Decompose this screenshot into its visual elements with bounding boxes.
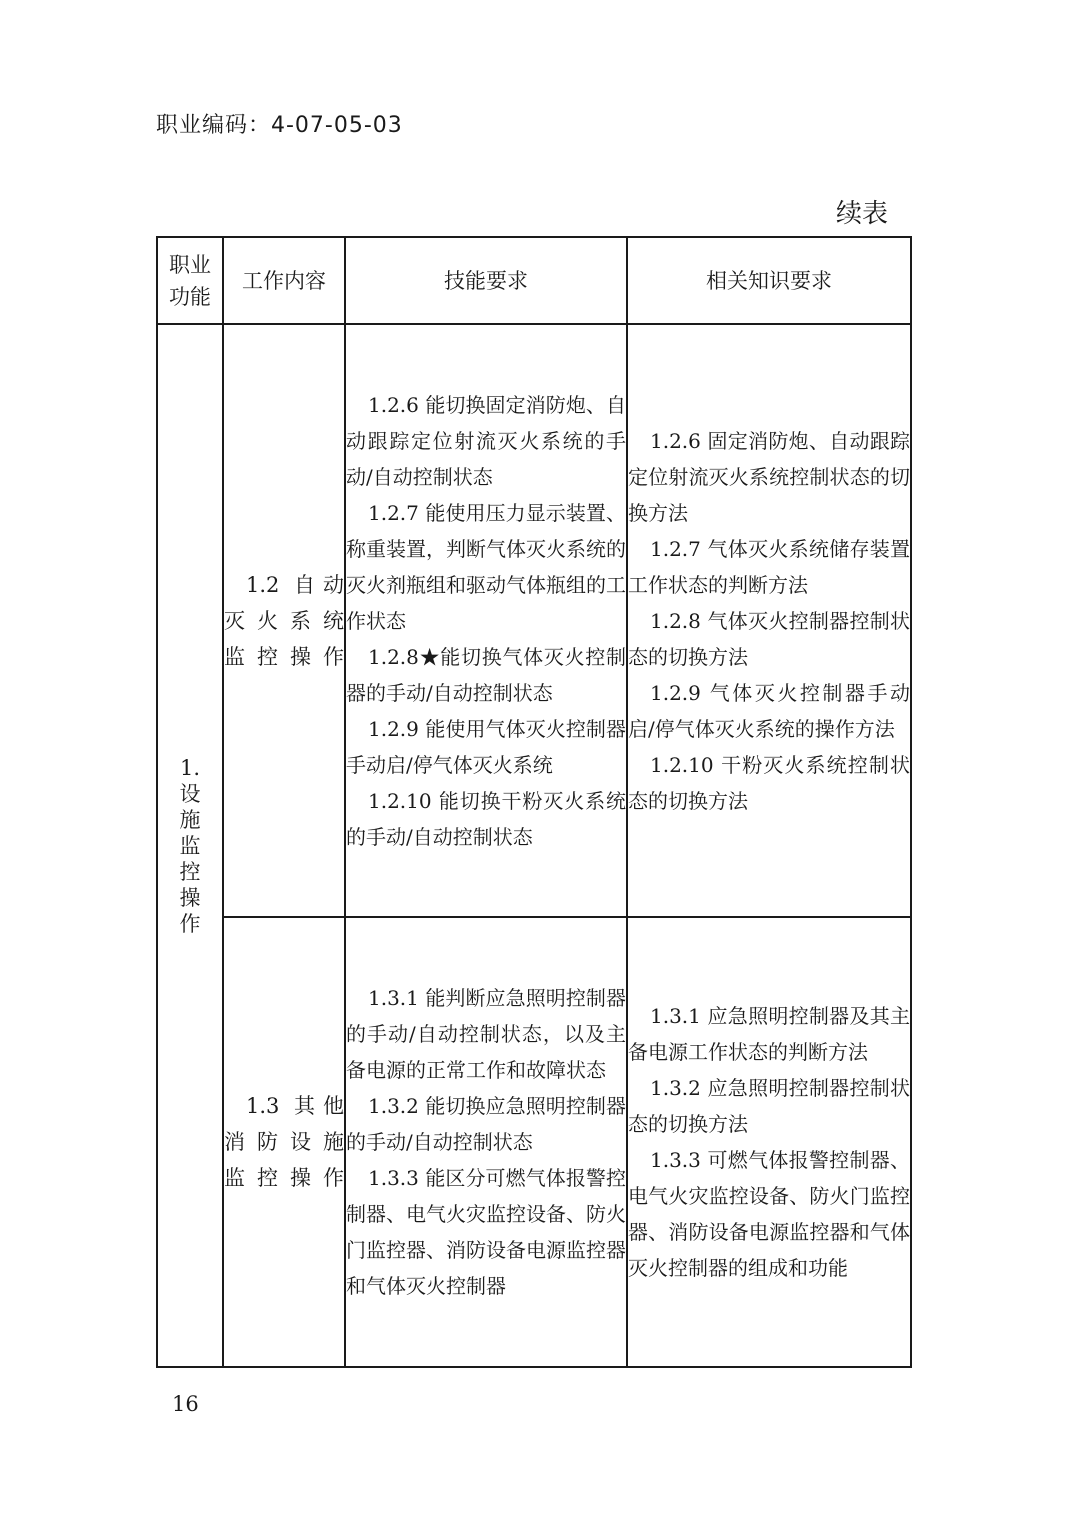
content-line: 灭火系统 bbox=[224, 608, 344, 633]
skill-item: 1.2.6 能切换固定消防炮、自动跟踪定位射流灭火系统的手动/自动控制状态 bbox=[346, 392, 626, 489]
function-label-char: 施 bbox=[179, 807, 201, 832]
header-function bbox=[157, 237, 223, 324]
content-line: 1.3 其他 bbox=[246, 1094, 344, 1118]
knowledge-cell bbox=[627, 917, 911, 1367]
header-function-line1: 职业 bbox=[169, 252, 211, 277]
function-label-char: 设 bbox=[179, 781, 201, 806]
content-cell bbox=[223, 324, 345, 917]
content-line: 监控操作 bbox=[224, 644, 344, 669]
knowledge-cell bbox=[627, 324, 911, 917]
skills-table bbox=[156, 236, 912, 1368]
knowledge-item: 1.2.7 气体灭火系统储存装置工作状态的判断方法 bbox=[628, 536, 910, 597]
function-label-num: 1. bbox=[179, 755, 201, 780]
table-row bbox=[157, 324, 911, 917]
page-number: 16 bbox=[172, 1392, 199, 1416]
skill-item: 1.3.3 能区分可燃气体报警控制器、电气火灾监控设备、防火门监控器、消防设备电源监控器和气体灭火控制器 bbox=[346, 1166, 626, 1298]
header-knowledge: 相关知识要求 bbox=[627, 237, 911, 324]
knowledge-item: 1.2.6 固定消防炮、自动跟踪定位射流灭火系统控制状态的切换方法 bbox=[628, 428, 910, 525]
content-line: 消防设施 bbox=[224, 1130, 344, 1154]
skill-item: 1.2.9 能使用气体灭火控制器手动启/停气体灭火系统 bbox=[346, 716, 626, 777]
skills-cell bbox=[345, 917, 627, 1367]
content-line: 监控操作 bbox=[224, 1166, 344, 1190]
skill-item: 1.3.1 能判断应急照明控制器的手动/自动控制状态，以及主备电源的正常工作和故障状态 bbox=[346, 986, 626, 1082]
function-cell bbox=[157, 324, 223, 1367]
occupation-code: 职业编码：4-07-05-03 bbox=[156, 113, 403, 138]
content-line: 1.2 自动 bbox=[246, 572, 344, 597]
header-skills: 技能要求 bbox=[345, 237, 627, 324]
knowledge-item: 1.3.1 应急照明控制器及其主备电源工作状态的判断方法 bbox=[628, 1004, 910, 1064]
content-cell bbox=[223, 917, 345, 1367]
knowledge-item: 1.3.3 可燃气体报警控制器、电气火灾监控设备、防火门监控器、消防设备电源监控器和气体灭火控制器的组成和功能 bbox=[628, 1148, 910, 1280]
function-label-char: 监 bbox=[179, 833, 201, 858]
skill-item: 1.2.7 能使用压力显示装置、称重装置，判断气体灭火系统的灭火剂瓶组和驱动气体瓶组的工作状态 bbox=[346, 500, 626, 633]
function-label-char: 作 bbox=[179, 911, 201, 936]
function-label bbox=[178, 755, 202, 937]
table-header-row bbox=[157, 237, 911, 324]
function-label-char: 控 bbox=[179, 859, 201, 884]
continued-label: 续表 bbox=[836, 199, 889, 229]
knowledge-item: 1.2.9 气体灭火控制器手动启/停气体灭火系统的操作方法 bbox=[628, 680, 910, 741]
table-row bbox=[157, 917, 911, 1367]
skill-item: 1.2.10 能切换干粉灭火系统的手动/自动控制状态 bbox=[346, 788, 626, 849]
skill-item: 1.2.8★能切换气体灭火控制器的手动/自动控制状态 bbox=[346, 644, 626, 705]
header-content: 工作内容 bbox=[223, 237, 345, 324]
skill-item: 1.3.2 能切换应急照明控制器的手动/自动控制状态 bbox=[346, 1094, 626, 1154]
knowledge-item: 1.3.2 应急照明控制器控制状态的切换方法 bbox=[628, 1076, 910, 1136]
header-function-line2: 功能 bbox=[169, 284, 211, 309]
knowledge-item: 1.2.10 干粉灭火系统控制状态的切换方法 bbox=[628, 752, 910, 813]
function-label-char: 操 bbox=[179, 885, 201, 910]
skills-cell bbox=[345, 324, 627, 917]
knowledge-item: 1.2.8 气体灭火控制器控制状态的切换方法 bbox=[628, 608, 910, 669]
